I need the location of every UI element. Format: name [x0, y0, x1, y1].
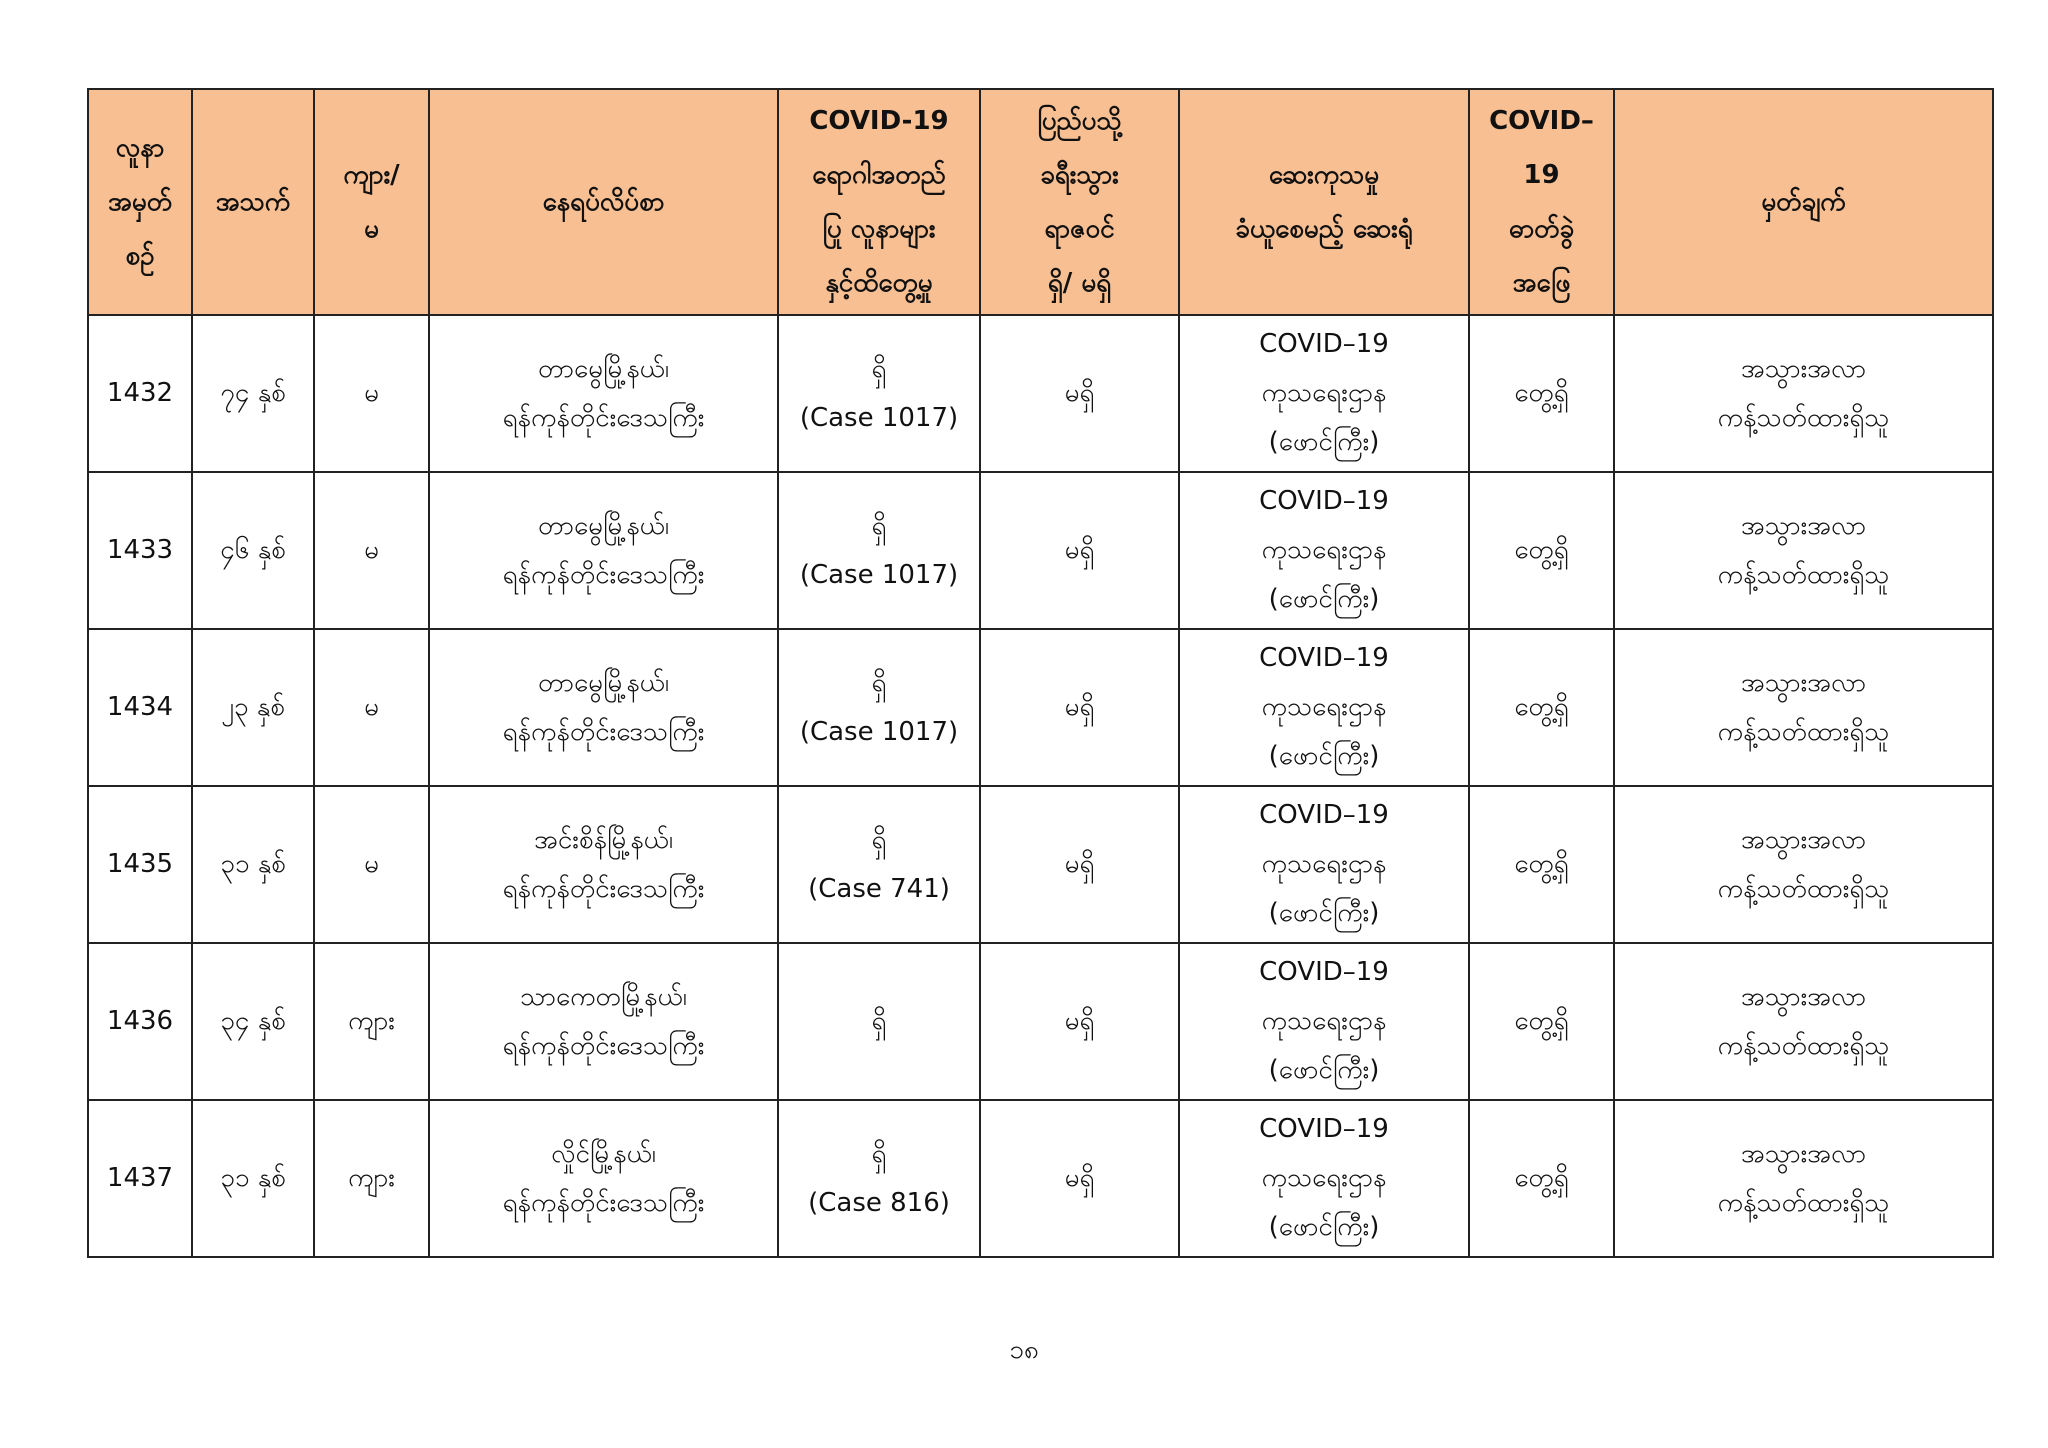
cell-hospital-line: COVID–19 — [1259, 486, 1389, 516]
header-age — [192, 89, 314, 315]
cell-travel-history: မရှိ — [980, 943, 1179, 1100]
table-row — [88, 629, 1993, 786]
cell-address-line: ရန်ကုန်တိုင်းဒေသကြီး — [502, 716, 705, 747]
cell-address-line: ရန်ကုန်တိုင်းဒေသကြီး — [502, 1187, 705, 1218]
cell-sex: မ — [314, 472, 429, 629]
cell-contact — [778, 1100, 980, 1257]
cell-address-line: ရန်ကုန်တိုင်းဒေသကြီး — [502, 559, 705, 590]
header-lab-result — [1469, 89, 1614, 315]
cell-hospital-line: COVID–19 — [1259, 1114, 1389, 1144]
cell-age: ၃၁ နှစ် — [192, 786, 314, 943]
header-line: နှင့်ထိတွေ့မှု — [825, 268, 933, 298]
cell-remark-line: အသွားအလာ — [1740, 981, 1867, 1012]
cell-contact — [778, 786, 980, 943]
header-address — [429, 89, 778, 315]
cell-remark-line: ကန့်သတ်ထားရှိသူ — [1717, 402, 1890, 433]
cell-address-line: တာမွေမြို့နယ်၊ — [537, 510, 669, 541]
header-line: 19 — [1523, 160, 1560, 190]
cell-address-line: သာကေတမြို့နယ်၊ — [520, 981, 687, 1012]
header-contact — [778, 89, 980, 315]
cell-address-line: တာမွေမြို့နယ်၊ — [537, 667, 669, 698]
cell-lab-result: တွေ့ရှိ — [1469, 629, 1614, 786]
cell-hospital-line: ကုသရေးဌာန — [1261, 1163, 1387, 1193]
cell-hospital-line: (ဖောင်ကြီး) — [1268, 1212, 1380, 1242]
cell-address-line: တာမွေမြို့နယ်၊ — [537, 353, 669, 384]
cell-remark — [1614, 629, 1993, 786]
header-line: ရှိ/ မရှိ — [1047, 268, 1112, 298]
cell-address — [429, 943, 778, 1100]
header-line: COVID– — [1489, 106, 1594, 136]
cell-lab-result: တွေ့ရှိ — [1469, 315, 1614, 472]
cell-hospital-line: ကုသရေးဌာန — [1261, 535, 1387, 565]
cell-hospital — [1179, 943, 1469, 1100]
cell-hospital-line: (ဖောင်ကြီး) — [1268, 741, 1380, 771]
cell-lab-result: တွေ့ရှိ — [1469, 472, 1614, 629]
cell-contact-line: ရှိ — [871, 667, 887, 698]
header-line: ပြည်ပသို့ — [1037, 106, 1122, 136]
cell-age: ၂၃ နှစ် — [192, 629, 314, 786]
cell-remark-line: ကန့်သတ်ထားရှိသူ — [1717, 716, 1890, 747]
cell-hospital — [1179, 315, 1469, 472]
cell-age: ၇၄ နှစ် — [192, 315, 314, 472]
cell-address — [429, 472, 778, 629]
cell-travel-history: မရှိ — [980, 1100, 1179, 1257]
cell-case-number: 1437 — [88, 1100, 192, 1257]
cell-hospital-line: COVID–19 — [1259, 957, 1389, 987]
header-line: ကျား/ — [343, 160, 400, 190]
cell-case-number: 1432 — [88, 315, 192, 472]
header-case-number — [88, 89, 192, 315]
cell-remark — [1614, 315, 1993, 472]
cell-sex: မ — [314, 315, 429, 472]
header-line: ပြု လူနာများ — [822, 214, 936, 244]
cell-address-line: လှိုင်မြို့နယ်၊ — [551, 1138, 656, 1169]
cell-hospital-line: ကုသရေးဌာန — [1261, 1006, 1387, 1036]
cell-address — [429, 1100, 778, 1257]
cell-contact-line: ရှိ — [871, 1138, 887, 1169]
cell-lab-result: တွေ့ရှိ — [1469, 943, 1614, 1100]
header-travel-history — [980, 89, 1179, 315]
cell-hospital-line: ကုသရေးဌာန — [1261, 378, 1387, 408]
cell-hospital — [1179, 786, 1469, 943]
cell-contact — [778, 472, 980, 629]
cell-remark — [1614, 943, 1993, 1100]
cell-hospital — [1179, 472, 1469, 629]
cell-address — [429, 315, 778, 472]
cell-remark-line: အသွားအလာ — [1740, 510, 1867, 541]
cell-travel-history: မရှိ — [980, 629, 1179, 786]
cell-hospital — [1179, 1100, 1469, 1257]
header-line: ခံယူစေမည့် ဆေးရုံ — [1235, 214, 1413, 244]
cell-hospital-line: (ဖောင်ကြီး) — [1268, 584, 1380, 614]
cell-hospital-line: (ဖောင်ကြီး) — [1268, 898, 1380, 928]
cell-remark-line: ကန့်သတ်ထားရှိသူ — [1717, 1030, 1890, 1061]
cell-remark — [1614, 1100, 1993, 1257]
cell-contact-line: ရှိ — [871, 353, 887, 384]
cell-hospital-line: COVID–19 — [1259, 329, 1389, 359]
table-row — [88, 786, 1993, 943]
cell-remark-line: ကန့်သတ်ထားရှိသူ — [1717, 1187, 1890, 1218]
cell-contact-line: (Case 1017) — [799, 559, 959, 590]
header-line: အဖြေ — [1512, 268, 1571, 298]
cell-contact-line: (Case 1017) — [799, 716, 959, 747]
cell-age: ၃၄ နှစ် — [192, 943, 314, 1100]
cell-address — [429, 786, 778, 943]
cell-sex: မ — [314, 629, 429, 786]
cell-remark-line: ကန့်သတ်ထားရှိသူ — [1717, 873, 1890, 904]
cell-remark-line: ကန့်သတ်ထားရှိသူ — [1717, 559, 1890, 590]
table-header — [88, 89, 1993, 315]
cell-address-line: ရန်ကုန်တိုင်းဒေသကြီး — [502, 402, 705, 433]
cell-address — [429, 629, 778, 786]
header-line: ဆေးကုသမှု — [1268, 160, 1380, 190]
table-row — [88, 943, 1993, 1100]
cell-age: ၄၆ နှစ် — [192, 472, 314, 629]
cell-address-line: ရန်ကုန်တိုင်းဒေသကြီး — [502, 1030, 705, 1061]
cell-contact — [778, 943, 980, 1100]
cell-contact-line: (Case 1017) — [799, 402, 959, 433]
cell-address-line: ရန်ကုန်တိုင်းဒေသကြီး — [502, 873, 705, 904]
header-line: မ — [364, 214, 379, 244]
table-row — [88, 315, 1993, 472]
cell-lab-result: တွေ့ရှိ — [1469, 786, 1614, 943]
cell-contact — [778, 629, 980, 786]
header-line: ခရီးသွား — [1040, 160, 1119, 190]
cell-hospital-line: ကုသရေးဌာန — [1261, 692, 1387, 722]
cell-sex: မ — [314, 786, 429, 943]
cell-contact-line: ရှိ — [871, 1006, 887, 1036]
cell-remark-line: အသွားအလာ — [1740, 353, 1867, 384]
cell-travel-history: မရှိ — [980, 786, 1179, 943]
header-line: ရာဇဝင် — [1044, 214, 1115, 244]
cell-travel-history: မရှိ — [980, 472, 1179, 629]
cell-contact-line: (Case 816) — [808, 1187, 950, 1218]
cell-hospital-line: ကုသရေးဌာန — [1261, 849, 1387, 879]
cell-remark-line: အသွားအလာ — [1740, 667, 1867, 698]
cell-case-number: 1436 — [88, 943, 192, 1100]
header-line: ဓာတ်ခွဲ — [1508, 214, 1575, 244]
header-hospital — [1179, 89, 1469, 315]
cell-contact — [778, 315, 980, 472]
cell-age: ၃၁ နှစ် — [192, 1100, 314, 1257]
cell-remark — [1614, 472, 1993, 629]
cell-hospital-line: COVID–19 — [1259, 800, 1389, 830]
table-row — [88, 1100, 1993, 1257]
cell-lab-result: တွေ့ရှိ — [1469, 1100, 1614, 1257]
cell-remark-line: အသွားအလာ — [1740, 824, 1867, 855]
table-body — [88, 315, 1993, 1257]
header-line: စဉ် — [125, 241, 155, 271]
page-number: ၁၈ — [1009, 1335, 1039, 1365]
cell-sex: ကျား — [314, 1100, 429, 1257]
cell-hospital-line: COVID–19 — [1259, 643, 1389, 673]
cell-hospital-line: (ဖောင်ကြီး) — [1268, 1055, 1380, 1085]
case-table — [87, 88, 1994, 1258]
cell-remark — [1614, 786, 1993, 943]
header-line: COVID-19 — [809, 106, 949, 136]
header-row — [88, 89, 1993, 315]
cell-travel-history: မရှိ — [980, 315, 1179, 472]
cell-sex: ကျား — [314, 943, 429, 1100]
cell-address-line: အင်းစိန်မြို့နယ်၊ — [533, 824, 673, 855]
cell-contact-line: ရှိ — [871, 824, 887, 855]
cell-hospital — [1179, 629, 1469, 786]
cell-remark-line: အသွားအလာ — [1740, 1138, 1867, 1169]
header-line: နေရပ်လိပ်စာ — [542, 187, 665, 217]
cell-case-number: 1435 — [88, 786, 192, 943]
header-line: လူနာ — [115, 133, 165, 163]
header-sex — [314, 89, 429, 315]
header-line: အမှတ် — [107, 187, 173, 217]
cell-case-number: 1434 — [88, 629, 192, 786]
table-row — [88, 472, 1993, 629]
cell-contact-line: (Case 741) — [808, 873, 950, 904]
header-remark — [1614, 89, 1993, 315]
header-line: အသက် — [215, 187, 291, 217]
cell-contact-line: ရှိ — [871, 510, 887, 541]
header-line: မှတ်ချက် — [1761, 187, 1846, 217]
header-line: ရောဂါအတည် — [812, 160, 946, 190]
cell-case-number: 1433 — [88, 472, 192, 629]
cell-hospital-line: (ဖောင်ကြီး) — [1268, 427, 1380, 457]
